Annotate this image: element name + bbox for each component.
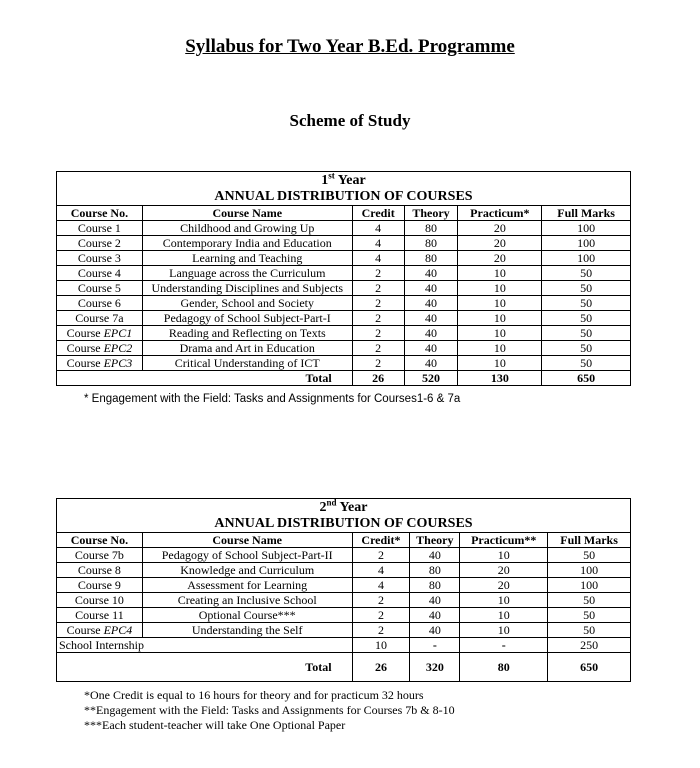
total-practicum: 80 — [460, 653, 548, 682]
cell-theory: 40 — [404, 266, 458, 281]
year1-year-label: 1st Year — [57, 172, 631, 190]
cell-theory: 80 — [404, 221, 458, 236]
year1-total-row — [57, 371, 631, 386]
year1-rows — [57, 221, 631, 371]
year1-course-table — [56, 171, 631, 386]
total-theory: 320 — [410, 653, 460, 682]
cell-theory: 40 — [410, 593, 460, 608]
cell-practicum: 10 — [460, 623, 548, 638]
cell-full-marks: 100 — [542, 251, 631, 266]
cell-practicum: 10 — [458, 281, 542, 296]
cell-course-no: Course 4 — [57, 266, 143, 281]
cell-full-marks: 50 — [542, 356, 631, 371]
table-row — [57, 281, 631, 296]
cell-course-no: Course 7a — [57, 311, 143, 326]
cell-credit: 2 — [352, 326, 404, 341]
cell-credit: 2 — [352, 281, 404, 296]
year2-column-headers — [57, 533, 631, 548]
cell-course-no: Course 10 — [57, 593, 143, 608]
table-row — [57, 356, 631, 371]
table-row — [57, 251, 631, 266]
total-full-marks: 650 — [548, 653, 631, 682]
cell-course-no: Course 11 — [57, 608, 143, 623]
cell-course-name: Assessment for Learning — [142, 578, 352, 593]
cell-practicum: 10 — [458, 356, 542, 371]
cell-practicum: 20 — [460, 563, 548, 578]
col-course-name: Course Name — [142, 206, 352, 221]
cell-full-marks: 100 — [548, 578, 631, 593]
cell-theory: 40 — [404, 311, 458, 326]
col-credit: Credit* — [352, 533, 410, 548]
table-row — [57, 341, 631, 356]
total-label: Total — [57, 371, 353, 386]
col-full-marks: Full Marks — [542, 206, 631, 221]
col-full-marks: Full Marks — [548, 533, 631, 548]
total-practicum: 130 — [458, 371, 542, 386]
cell-course-name: Reading and Reflecting on Texts — [142, 326, 352, 341]
internship-credit: 10 — [352, 638, 410, 653]
cell-practicum: 10 — [458, 296, 542, 311]
cell-credit: 2 — [352, 608, 410, 623]
cell-credit: 2 — [352, 341, 404, 356]
table-row — [57, 236, 631, 251]
cell-course-name: Knowledge and Curriculum — [142, 563, 352, 578]
table-row — [57, 221, 631, 236]
cell-credit: 4 — [352, 251, 404, 266]
cell-course-no: Course 1 — [57, 221, 143, 236]
cell-credit: 2 — [352, 356, 404, 371]
col-theory: Theory — [410, 533, 460, 548]
cell-theory: 80 — [410, 563, 460, 578]
cell-course-no: Course 5 — [57, 281, 143, 296]
cell-theory: 80 — [404, 236, 458, 251]
cell-course-name: Contemporary India and Education — [142, 236, 352, 251]
col-course-no: Course No. — [57, 206, 143, 221]
cell-theory: 40 — [410, 623, 460, 638]
table-row — [57, 296, 631, 311]
year1-column-headers — [57, 206, 631, 221]
cell-full-marks: 100 — [542, 221, 631, 236]
cell-practicum: 10 — [460, 593, 548, 608]
cell-course-no: Course 8 — [57, 563, 143, 578]
col-theory: Theory — [404, 206, 458, 221]
cell-theory: 40 — [410, 608, 460, 623]
cell-course-name: Pedagogy of School Subject-Part-I — [142, 311, 352, 326]
cell-full-marks: 50 — [542, 281, 631, 296]
col-practicum: Practicum** — [460, 533, 548, 548]
cell-course-name: Drama and Art in Education — [142, 341, 352, 356]
cell-course-name: Critical Understanding of ICT — [142, 356, 352, 371]
cell-credit: 2 — [352, 296, 404, 311]
year2-footnote-3: ***Each student-teacher will take One Optional Paper — [84, 718, 346, 732]
year2-total-row — [57, 653, 631, 682]
cell-full-marks: 100 — [548, 563, 631, 578]
table-row — [57, 548, 631, 563]
internship-practicum: - — [460, 638, 548, 653]
cell-full-marks: 50 — [542, 326, 631, 341]
cell-course-name: Understanding Disciplines and Subjects — [142, 281, 352, 296]
year2-heading: ANNUAL DISTRIBUTION OF COURSES — [57, 516, 631, 533]
cell-course-name: Creating an Inclusive School — [142, 593, 352, 608]
internship-full-marks: 250 — [548, 638, 631, 653]
col-course-no: Course No. — [57, 533, 143, 548]
cell-theory: 40 — [410, 548, 460, 563]
page-title: Syllabus for Two Year B.Ed. Programme — [185, 36, 515, 57]
table-row — [57, 578, 631, 593]
cell-full-marks: 50 — [542, 296, 631, 311]
cell-practicum: 20 — [460, 578, 548, 593]
col-practicum: Practicum* — [458, 206, 542, 221]
cell-practicum: 10 — [460, 548, 548, 563]
total-credit: 26 — [352, 371, 404, 386]
cell-course-name: Understanding the Self — [142, 623, 352, 638]
cell-theory: 40 — [404, 356, 458, 371]
cell-full-marks: 50 — [548, 623, 631, 638]
cell-course-name: Learning and Teaching — [142, 251, 352, 266]
cell-credit: 2 — [352, 593, 410, 608]
total-credit: 26 — [352, 653, 410, 682]
year1-heading: ANNUAL DISTRIBUTION OF COURSES — [57, 189, 631, 206]
cell-credit: 2 — [352, 548, 410, 563]
cell-course-no: Course EPC2 — [57, 341, 143, 356]
cell-credit: 4 — [352, 221, 404, 236]
table-row — [57, 608, 631, 623]
cell-credit: 2 — [352, 311, 404, 326]
table-row — [57, 623, 631, 638]
table-row — [57, 311, 631, 326]
cell-theory: 40 — [404, 341, 458, 356]
cell-credit: 4 — [352, 563, 410, 578]
table-row — [57, 266, 631, 281]
cell-course-no: Course EPC1 — [57, 326, 143, 341]
cell-full-marks: 50 — [542, 266, 631, 281]
cell-practicum: 10 — [458, 266, 542, 281]
cell-course-no: Course EPC4 — [57, 623, 143, 638]
cell-theory: 40 — [404, 281, 458, 296]
cell-full-marks: 50 — [548, 548, 631, 563]
cell-full-marks: 50 — [542, 311, 631, 326]
cell-practicum: 10 — [460, 608, 548, 623]
cell-course-name: Gender, School and Society — [142, 296, 352, 311]
cell-credit: 4 — [352, 578, 410, 593]
cell-full-marks: 50 — [548, 593, 631, 608]
table-row — [57, 326, 631, 341]
cell-course-no: Course 9 — [57, 578, 143, 593]
cell-full-marks: 50 — [542, 341, 631, 356]
cell-full-marks: 50 — [548, 608, 631, 623]
cell-theory: 80 — [410, 578, 460, 593]
cell-theory: 40 — [404, 326, 458, 341]
cell-course-no: Course EPC3 — [57, 356, 143, 371]
table-row — [57, 563, 631, 578]
cell-course-name: Optional Course*** — [142, 608, 352, 623]
cell-credit: 2 — [352, 623, 410, 638]
cell-theory: 40 — [404, 296, 458, 311]
cell-practicum: 20 — [458, 236, 542, 251]
cell-course-no: Course 6 — [57, 296, 143, 311]
year2-footnote-1: *One Credit is equal to 16 hours for theory and for practicum 32 hours — [84, 688, 424, 702]
cell-practicum: 10 — [458, 311, 542, 326]
internship-theory: - — [410, 638, 460, 653]
cell-course-no: Course 3 — [57, 251, 143, 266]
cell-full-marks: 100 — [542, 236, 631, 251]
cell-course-no: Course 2 — [57, 236, 143, 251]
internship-label: School Internship — [57, 638, 353, 653]
cell-theory: 80 — [404, 251, 458, 266]
cell-credit: 2 — [352, 266, 404, 281]
col-credit: Credit — [352, 206, 404, 221]
total-full-marks: 650 — [542, 371, 631, 386]
cell-course-no: Course 7b — [57, 548, 143, 563]
internship-row — [57, 638, 631, 653]
cell-practicum: 10 — [458, 326, 542, 341]
year2-rows — [57, 548, 631, 638]
section-title: Scheme of Study — [289, 111, 411, 130]
cell-course-name: Language across the Curriculum — [142, 266, 352, 281]
cell-credit: 4 — [352, 236, 404, 251]
year2-course-table — [56, 498, 631, 682]
col-course-name: Course Name — [142, 533, 352, 548]
cell-course-name: Childhood and Growing Up — [142, 221, 352, 236]
cell-course-name: Pedagogy of School Subject-Part-II — [142, 548, 352, 563]
cell-practicum: 20 — [458, 221, 542, 236]
table-row — [57, 593, 631, 608]
total-theory: 520 — [404, 371, 458, 386]
year2-footnote-2: **Engagement with the Field: Tasks and Assignments for Courses 7b & 8-10 — [84, 703, 455, 717]
total-label: Total — [57, 653, 353, 682]
year1-footnote: * Engagement with the Field: Tasks and Assignments for Courses1-6 & 7a — [84, 393, 461, 405]
cell-practicum: 20 — [458, 251, 542, 266]
cell-practicum: 10 — [458, 341, 542, 356]
year2-year-label: 2nd Year — [57, 499, 631, 517]
